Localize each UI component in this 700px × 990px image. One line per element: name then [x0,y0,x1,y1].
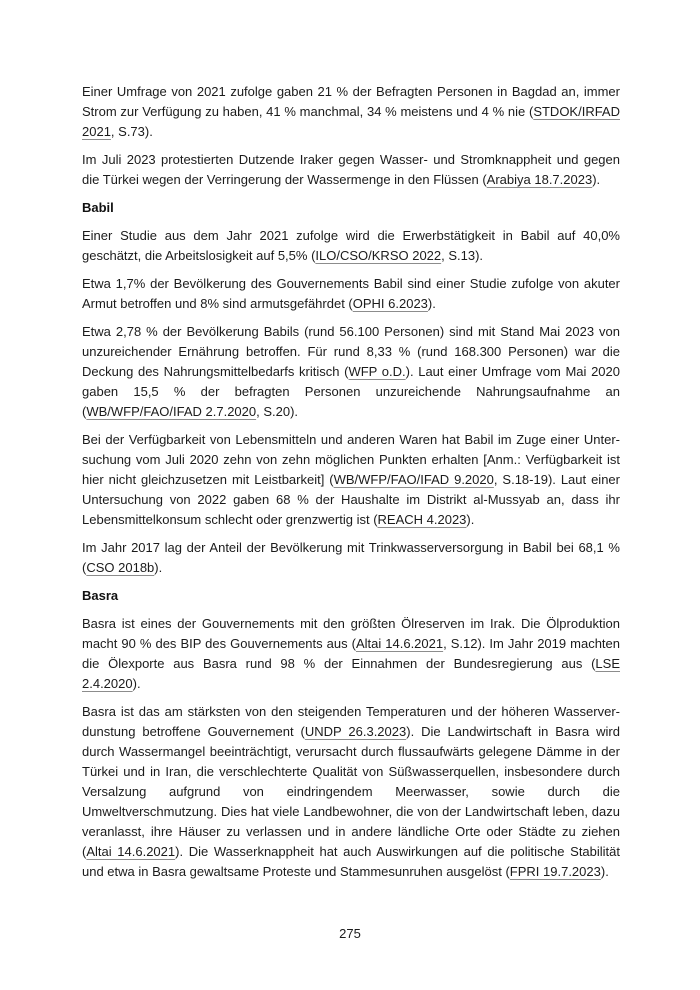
text-run: Im Jahr 2017 lag der Anteil der Bevölkerung mit Trinkwasserversorgung in Babil bei 68,1 % ( [82,540,620,575]
section-heading [82,586,620,606]
text-run: , S.20). [256,404,299,419]
text-run: Bei der Verfügbarkeit von Lebensmitteln und anderen Waren hat Babil im Zuge einer Untersuchung vom Juli 2020 zehn von zehn möglichen Punkten erhalten [Anm.: Verfügbarkeit ist hier nicht gleichzusetzen mit Leistbarkeit] ( [82,432,620,487]
text-run: Im Juli 2023 protestierten Dutzende Iraker gegen Wasser- und Stromknappheit und gegen die Türkei wegen der Verringerung der Wassermenge in den Flüssen ( [82,152,620,187]
paragraph [82,702,620,882]
text-run: Etwa 2,78 % der Bevölkerung Babils (rund 56.100 Personen) sind mit Stand Mai 2023 von unzureichender Ernährung betroffen. Für rund 8,33 % (rund 168.300 Personen) war die Deckung des Nahrungsmittelbedarfs kritisch ( [82,324,620,379]
text-run: ). Die Wasserknappheit hat auch Auswirkungen auf die politische Stabilität und etwa in Basra gewaltsame Proteste und Stammesunruhen ausgelöst ( [82,844,621,879]
text-run: ). Laut einer Umfrage vom Mai 2020 gaben 15,5 % der befragten Personen unzureichende Nahrungsaufnahme an ( [82,364,620,419]
text-run: , S.13). [441,248,484,263]
citation-link[interactable]: REACH 4.2023 [377,512,467,527]
citation-link[interactable]: WB/WFP/FAO/IFAD 2.7.2020 [86,404,257,419]
text-run: Basra ist eines der Gouvernements mit den größten Ölreserven im Irak. Die Ölproduktion macht 90 % des BIP des Gouvernements aus ( [82,616,620,651]
section-heading [82,198,620,218]
page-number: 275 [339,926,361,941]
text-run: , S.18-19). Laut einer Untersuchung von 2022 gaben 68 % der Haushalte im Distrikt al-Mussyab an, dass ihr Lebensmittelkonsum schlecht oder grenzwertig ist ( [82,472,620,527]
citation-link[interactable]: WB/WFP/FAO/IFAD 9.2020 [333,472,494,487]
citation-link[interactable]: CSO 2018b [86,560,155,575]
paragraph [82,226,620,266]
citation-link[interactable]: FPRI 19.7.2023 [509,864,601,879]
citation-link[interactable]: LSE 2.4.2020 [82,656,620,691]
citation-link[interactable]: Arabiya 18.7.2023 [486,172,593,187]
paragraph [82,538,620,578]
text-run: Babil [82,200,114,215]
text-run: Etwa 1,7% der Bevölkerung des Gouvernements Babil sind einer Studie zufolge von akuter Armut betroffen und 8% sind armutsgefährdet ( [82,276,620,311]
paragraph [82,430,620,530]
citation-link[interactable]: WFP o.D. [348,364,406,379]
text-run: Basra [82,588,119,603]
text-run: ). [592,172,601,187]
citation-link[interactable]: UNDP 26.3.2023 [304,724,407,739]
paragraph [82,614,620,694]
text-run: , S.12). Im Jahr 2019 machten die Ölexporte aus Basra rund 98 % der Einnahmen der Bundesregierung aus ( [82,636,620,671]
text-run: ). Die Landwirtschaft in Basra wird durch Wassermangel beeinträchtigt, verursacht durch flussaufwärts gelegene Dämme in der Türkei und in Iran, die verschlechterte Qualität von Süßwasserquellen, insbesondere durch Versalzung aufgrund von eindringendem Meerwasser, sowie durch die Umweltverschmutzung. Dies hat viele Landbewohner, die von der Landwirtschaft leben, dazu veranlasst, ihre Häuser zu verlassen und in andere ländliche Orte oder Städte zu ziehen ( [82,724,620,859]
text-run: ). [132,676,141,691]
paragraph [82,82,620,142]
text-run: ). [600,864,609,879]
text-run: ). [154,560,163,575]
citation-link[interactable]: ILO/CSO/KRSO 2022 [315,248,442,263]
paragraph [82,322,620,422]
citation-link[interactable]: OPHI 6.2023 [352,296,428,311]
document-body [82,82,620,890]
text-run: Einer Studie aus dem Jahr 2021 zufolge wird die Erwerbstätigkeit in Babil auf 40,0% geschätzt, die Arbeitslosigkeit auf 5,5% ( [82,228,620,263]
paragraph [82,274,620,314]
text-run: ). [466,512,475,527]
text-run: Basra ist das am stärksten von den steigenden Temperaturen und der höheren Wasserverdunstung betroffene Gouvernement ( [82,704,620,739]
text-run: , S.73). [110,124,153,139]
paragraph [82,150,620,190]
citation-link[interactable]: STDOK/IRFAD 2021 [82,104,620,139]
citation-link[interactable]: Altai 14.6.2021 [355,636,444,651]
citation-link[interactable]: Altai 14.6.2021 [86,844,176,859]
text-run: Einer Umfrage von 2021 zufolge gaben 21 % der Befragten Personen in Bagdad an, immer Strom zur Verfügung zu haben, 41 % manchmal, 34 % meistens und 4 % nie ( [82,84,620,119]
text-run: ). [427,296,436,311]
